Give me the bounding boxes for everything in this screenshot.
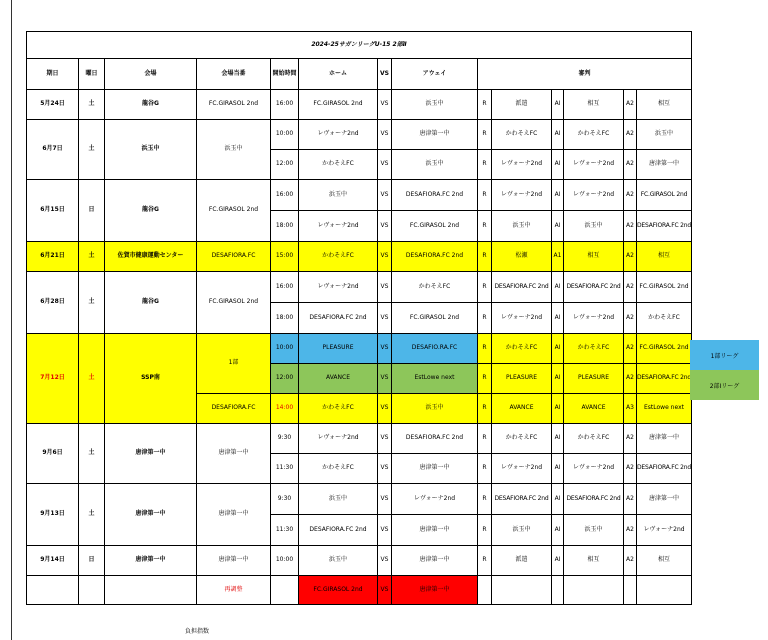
vs-cell: VS <box>378 180 392 211</box>
ref-r-value: DESAFIORA.FC 2nd <box>492 272 552 303</box>
ref-a2-label: A2 <box>624 484 637 515</box>
ref-a2-value: 相互 <box>637 90 692 120</box>
ref-a2-value: FC.GIRASOL 2nd <box>637 180 692 211</box>
away-cell: 唐津第一中 <box>392 454 478 484</box>
home-cell: かわそえFC <box>299 242 378 272</box>
venue-cell: 唐津第一中 <box>105 484 197 546</box>
duty-cell: DESAFIORA.FC <box>197 242 271 272</box>
home-cell: 浜玉中 <box>299 484 378 515</box>
away-cell: 唐津第一中 <box>392 576 478 605</box>
home-cell: FC.GIRASOL 2nd <box>299 576 378 605</box>
time-cell: 16:00 <box>271 90 299 120</box>
ref-a1-value: 浜玉中 <box>564 515 624 546</box>
ref-r-value: かわそえFC <box>492 424 552 454</box>
away-cell: FC.GIRASOL 2nd <box>392 303 478 334</box>
page-left-border <box>11 0 12 640</box>
ref-a2-label: A2 <box>624 272 637 303</box>
home-cell: レヴォーナ2nd <box>299 424 378 454</box>
ref-r-label: R <box>478 242 492 272</box>
ref-a1-value: レヴォーナ2nd <box>564 180 624 211</box>
ref-a1-value: 相互 <box>564 242 624 272</box>
table-row <box>27 484 692 515</box>
ref-a1-label: AI <box>552 394 564 424</box>
ref-a2-value: かわそえFC <box>637 303 692 334</box>
time-cell-empty <box>271 576 299 605</box>
ref-r-label: R <box>478 120 492 150</box>
ref-a1-label: AI <box>552 334 564 364</box>
ref-a1-label: AI <box>552 120 564 150</box>
away-cell: 浜玉中 <box>392 394 478 424</box>
ref-a1-value: かわそえFC <box>564 334 624 364</box>
ref-r-label: R <box>478 334 492 364</box>
ref-a1-value: 相互 <box>564 90 624 120</box>
away-cell: EstLowe next <box>392 364 478 394</box>
date-cell-empty <box>27 576 79 605</box>
ref-r-value: レヴォーナ2nd <box>492 180 552 211</box>
home-cell: DESAFIORA.FC 2nd <box>299 303 378 334</box>
header-date: 期日 <box>27 59 79 90</box>
ref-r-value: レヴォーナ2nd <box>492 454 552 484</box>
time-cell: 14:00 <box>271 394 299 424</box>
date-cell: 5月24日 <box>27 90 79 120</box>
ref-a2-label: A2 <box>624 120 637 150</box>
duty-cell: 浜玉中 <box>197 120 271 180</box>
time-cell: 15:00 <box>271 242 299 272</box>
away-cell: 唐津第一中 <box>392 120 478 150</box>
ref-a2-value: 相互 <box>637 242 692 272</box>
ref-r-value: 松瀬 <box>492 242 552 272</box>
ref-a1-label: AI <box>552 454 564 484</box>
ref-r-value: PLEASURE <box>492 364 552 394</box>
vs-cell: VS <box>378 424 392 454</box>
day-cell: 土 <box>79 120 105 180</box>
home-cell: FC.GIRASOL 2nd <box>299 90 378 120</box>
home-cell: レヴォーナ2nd <box>299 120 378 150</box>
ref-a2-value: DESAFIORA.FC 2nd <box>637 454 692 484</box>
ref-a1-value: 相互 <box>564 546 624 576</box>
table-row-highlighted <box>27 242 692 272</box>
date-cell: 7月12日 <box>27 334 79 424</box>
header-duty: 会場当番 <box>197 59 271 90</box>
away-cell: 浜玉中 <box>392 150 478 180</box>
header-away: アウェイ <box>392 59 478 90</box>
header-venue: 会場 <box>105 59 197 90</box>
ref-a2-value: FC.GIRASOL 2nd <box>637 272 692 303</box>
vs-cell: VS <box>378 515 392 546</box>
ref-a1-label: AI <box>552 303 564 334</box>
header-time: 開始時間 <box>271 59 299 90</box>
ref-a2-label: A2 <box>624 180 637 211</box>
venue-cell-empty <box>105 576 197 605</box>
vs-cell: VS <box>378 454 392 484</box>
ref-a1-value: DESAFIORA.FC 2nd <box>564 272 624 303</box>
day-cell: 土 <box>79 90 105 120</box>
vs-cell: VS <box>378 120 392 150</box>
ref-a1-value: レヴォーナ2nd <box>564 150 624 180</box>
ref-a2-label: A2 <box>624 211 637 242</box>
ref-r-label: R <box>478 272 492 303</box>
day-cell: 土 <box>79 424 105 484</box>
home-cell: レヴォーナ2nd <box>299 211 378 242</box>
ref-r-label: R <box>478 546 492 576</box>
table-row <box>27 424 692 454</box>
vs-cell: VS <box>378 242 392 272</box>
ref-a2-value: EstLowe next <box>637 394 692 424</box>
ref-a1-label: AI <box>552 546 564 576</box>
ref-a1-label: AI <box>552 424 564 454</box>
ref-a1-label: AI <box>552 211 564 242</box>
time-cell: 10:00 <box>271 546 299 576</box>
time-cell: 11:30 <box>271 515 299 546</box>
league1-tag: 1部リーグ <box>690 340 759 370</box>
table-row <box>27 272 692 303</box>
duty-cell: FC.GIRASOL 2nd <box>197 90 271 120</box>
header-row <box>27 59 692 90</box>
time-cell: 10:00 <box>271 334 299 364</box>
home-cell: かわそえFC <box>299 150 378 180</box>
time-cell: 10:00 <box>271 120 299 150</box>
ref-a1-value: レヴォーナ2nd <box>564 303 624 334</box>
ref-r-label: R <box>478 90 492 120</box>
time-cell: 12:00 <box>271 150 299 180</box>
ref-a1-label: AI <box>552 272 564 303</box>
home-cell: 浜玉中 <box>299 180 378 211</box>
duty-cell: 唐津第一中 <box>197 424 271 484</box>
away-cell: 浜玉中 <box>392 90 478 120</box>
ref-r-value: 浜玉中 <box>492 515 552 546</box>
date-cell: 9月14日 <box>27 546 79 576</box>
venue-cell: 龍谷G <box>105 180 197 242</box>
ref-r-value: DESAFIORA.FC 2nd <box>492 484 552 515</box>
ref-a2-label: A3 <box>624 394 637 424</box>
vs-cell: VS <box>378 150 392 180</box>
ref-a2-label: A2 <box>624 454 637 484</box>
ref-cell-empty <box>637 576 692 605</box>
ref-a1-label: AI <box>552 150 564 180</box>
ref-a1-label: AI <box>552 180 564 211</box>
ref-a1-label: AI <box>552 364 564 394</box>
duty-cell: 唐津第一中 <box>197 546 271 576</box>
home-cell: DESAFIORA.FC 2nd <box>299 515 378 546</box>
ref-a2-value: 唐津第一中 <box>637 150 692 180</box>
home-cell: かわそえFC <box>299 454 378 484</box>
ref-a1-value: かわそえFC <box>564 424 624 454</box>
day-cell: 日 <box>79 180 105 242</box>
ref-r-label: R <box>478 515 492 546</box>
day-cell-empty <box>79 576 105 605</box>
ref-a1-label: AI <box>552 90 564 120</box>
vs-cell: VS <box>378 303 392 334</box>
away-cell: DESAFIORA.FC 2nd <box>392 180 478 211</box>
vs-cell: VS <box>378 576 392 605</box>
vs-cell: VS <box>378 484 392 515</box>
venue-cell: 龍谷G <box>105 90 197 120</box>
header-day: 曜日 <box>79 59 105 90</box>
away-cell: DESAFIORA.FC 2nd <box>392 424 478 454</box>
date-cell: 9月6日 <box>27 424 79 484</box>
ref-a2-value: DESAFIORA.FC 2nd <box>637 211 692 242</box>
duty-cell: 1部 <box>197 334 271 394</box>
ref-cell-empty <box>552 576 564 605</box>
date-cell: 9月13日 <box>27 484 79 546</box>
duty-cell: DESAFIORA.FC <box>197 394 271 424</box>
ref-r-value: 派遣 <box>492 546 552 576</box>
vs-cell: VS <box>378 334 392 364</box>
ref-a2-label: A2 <box>624 90 637 120</box>
ref-r-label: R <box>478 484 492 515</box>
table-row <box>27 180 692 211</box>
venue-cell: 龍谷G <box>105 272 197 334</box>
ref-r-value: かわそえFC <box>492 334 552 364</box>
ref-r-label: R <box>478 180 492 211</box>
ref-a2-label: A2 <box>624 364 637 394</box>
ref-a2-value: 唐津第一中 <box>637 424 692 454</box>
ref-a2-label: A2 <box>624 424 637 454</box>
ref-a2-value: レヴォーナ2nd <box>637 515 692 546</box>
ref-a1-value: PLEASURE <box>564 364 624 394</box>
time-cell: 16:00 <box>271 272 299 303</box>
ref-cell-empty <box>564 576 624 605</box>
time-cell: 9:30 <box>271 484 299 515</box>
ref-r-label: R <box>478 211 492 242</box>
ref-r-label: R <box>478 424 492 454</box>
table-row-highlighted <box>27 334 692 364</box>
away-cell: 唐津第一中 <box>392 546 478 576</box>
ref-a1-label: AI <box>552 484 564 515</box>
day-cell: 土 <box>79 484 105 546</box>
day-cell: 土 <box>79 334 105 424</box>
ref-a2-value: 浜玉中 <box>637 120 692 150</box>
ref-r-value: レヴォーナ2nd <box>492 150 552 180</box>
venue-cell: 佐賀市健康運動センター <box>105 242 197 272</box>
ref-a2-label: A2 <box>624 150 637 180</box>
schedule-table <box>26 31 692 605</box>
ref-r-value: レヴォーナ2nd <box>492 303 552 334</box>
ref-r-value: 浜玉中 <box>492 211 552 242</box>
away-cell: FC.GIRASOL 2nd <box>392 211 478 242</box>
ref-cell-empty <box>492 576 552 605</box>
ref-a2-value: DESAFIORA.FC 2nd <box>637 364 692 394</box>
ref-a1-value: 浜玉中 <box>564 211 624 242</box>
header-vs: VS <box>378 59 392 90</box>
ref-a2-label: A2 <box>624 546 637 576</box>
venue-cell: 唐津第一中 <box>105 424 197 484</box>
table-row <box>27 120 692 150</box>
league2-tag: 2部Ⅰリーグ <box>690 370 759 400</box>
ref-a2-value: FC.GIRASOL 2nd <box>637 334 692 364</box>
ref-a2-label: A2 <box>624 242 637 272</box>
day-cell: 日 <box>79 546 105 576</box>
day-cell: 土 <box>79 272 105 334</box>
day-cell: 土 <box>79 242 105 272</box>
venue-cell: SSP南 <box>105 334 197 424</box>
ref-r-label: R <box>478 454 492 484</box>
home-cell: AVANCE <box>299 364 378 394</box>
date-cell: 6月15日 <box>27 180 79 242</box>
time-cell: 18:00 <box>271 303 299 334</box>
vs-cell: VS <box>378 394 392 424</box>
ref-r-label: R <box>478 303 492 334</box>
ref-cell-empty <box>624 576 637 605</box>
ref-r-label: R <box>478 364 492 394</box>
duty-cell: FC.GIRASOL 2nd <box>197 272 271 334</box>
time-cell: 9:30 <box>271 424 299 454</box>
vs-cell: VS <box>378 90 392 120</box>
vs-cell: VS <box>378 272 392 303</box>
ref-a2-value: 相互 <box>637 546 692 576</box>
date-cell: 6月7日 <box>27 120 79 180</box>
ref-a2-label: A2 <box>624 303 637 334</box>
ref-a1-label: A1 <box>552 242 564 272</box>
header-referee: 審判 <box>478 59 692 90</box>
home-cell: 浜玉中 <box>299 546 378 576</box>
schedule-title: 2024-25サガンリーグU-15 2部Ⅱ <box>27 32 692 59</box>
home-cell: かわそえFC <box>299 394 378 424</box>
time-cell: 18:00 <box>271 211 299 242</box>
ref-r-value: 派遣 <box>492 90 552 120</box>
vs-cell: VS <box>378 211 392 242</box>
ref-a1-value: かわそえFC <box>564 120 624 150</box>
date-cell: 6月28日 <box>27 272 79 334</box>
home-cell: レヴォーナ2nd <box>299 272 378 303</box>
time-cell: 16:00 <box>271 180 299 211</box>
away-cell: 唐津第一中 <box>392 515 478 546</box>
venue-cell: 浜玉中 <box>105 120 197 180</box>
duty-cell: 唐津第一中 <box>197 484 271 546</box>
away-cell: DESAFIO.RA.FC <box>392 334 478 364</box>
away-cell: DESAFIORA.FC 2nd <box>392 242 478 272</box>
duty-cell: FC.GIRASOL 2nd <box>197 180 271 242</box>
ref-a1-label: AI <box>552 515 564 546</box>
table-row <box>27 546 692 576</box>
ref-a2-value: 唐津第一中 <box>637 484 692 515</box>
ref-a1-value: レヴォーナ2nd <box>564 454 624 484</box>
table-row-reschedule <box>27 576 692 605</box>
header-home: ホーム <box>299 59 378 90</box>
venue-cell: 唐津第一中 <box>105 546 197 576</box>
ref-r-value: かわそえFC <box>492 120 552 150</box>
ref-a1-value: DESAFIORA.FC 2nd <box>564 484 624 515</box>
home-cell: PLEASURE <box>299 334 378 364</box>
ref-a1-value: AVANCE <box>564 394 624 424</box>
ref-r-label: R <box>478 394 492 424</box>
time-cell: 11:30 <box>271 454 299 484</box>
footnote-burden-index: 負担指数 <box>185 628 210 635</box>
ref-r-label: R <box>478 150 492 180</box>
ref-r-value: AVANCE <box>492 394 552 424</box>
ref-a2-label: A2 <box>624 334 637 364</box>
table-row <box>27 90 692 120</box>
vs-cell: VS <box>378 364 392 394</box>
vs-cell: VS <box>378 546 392 576</box>
away-cell: レヴォーナ2nd <box>392 484 478 515</box>
date-cell: 6月21日 <box>27 242 79 272</box>
ref-cell-empty <box>478 576 492 605</box>
ref-a2-label: A2 <box>624 515 637 546</box>
time-cell: 12:00 <box>271 364 299 394</box>
away-cell: かわそえFC <box>392 272 478 303</box>
reschedule-label: 再調整 <box>197 576 271 605</box>
